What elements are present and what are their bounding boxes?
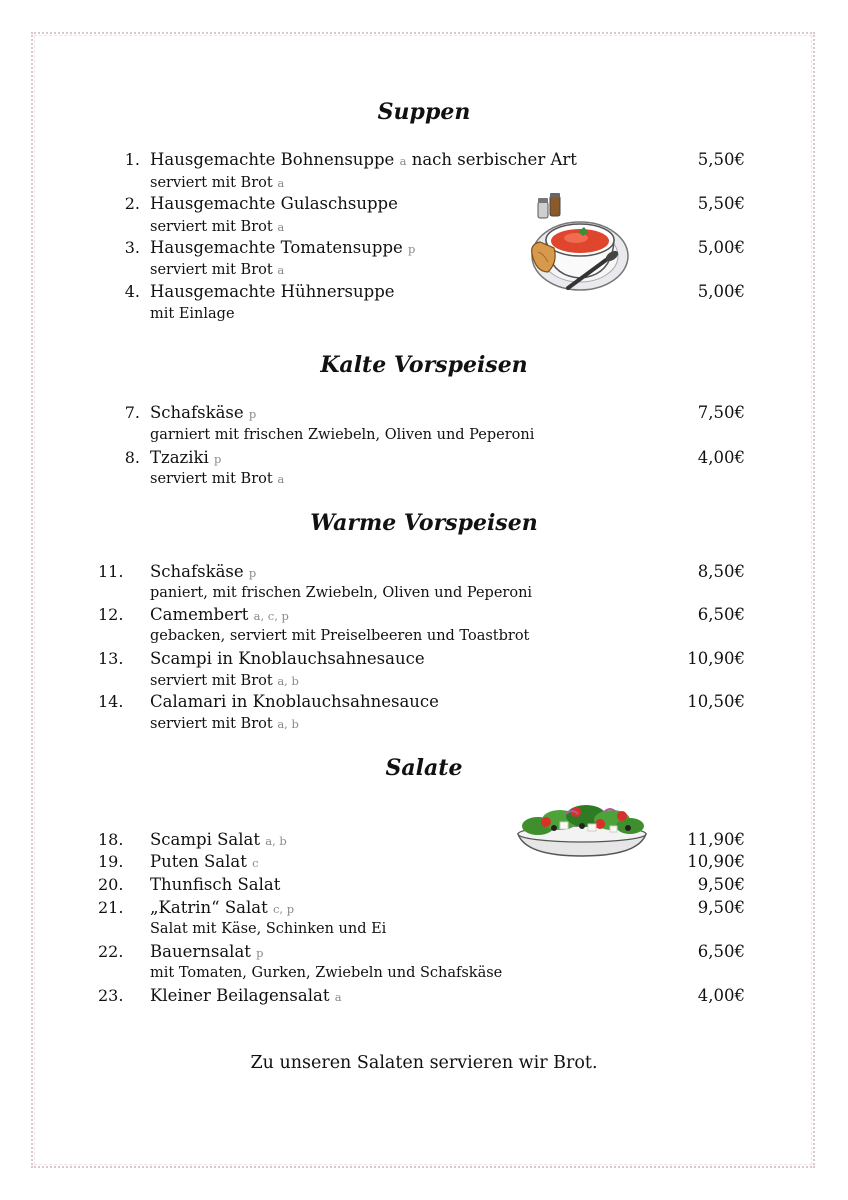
item-description: mit Tomaten, Gurken, Zwiebeln und Schafskäse — [150, 965, 503, 981]
item-price: 10,50€ — [687, 692, 745, 711]
item-description: serviert mit Brot a, b — [150, 673, 299, 689]
item-number: 18. — [98, 830, 124, 849]
menu-item — [0, 942, 848, 964]
menu-item — [0, 562, 848, 584]
allergen-code: a — [277, 220, 285, 234]
item-number: 11. — [98, 562, 124, 581]
item-number: 20. — [98, 875, 124, 894]
menu-item — [0, 238, 848, 260]
item-price: 5,50€ — [697, 194, 745, 213]
allergen-code: a, b — [265, 834, 287, 848]
item-name: Scampi Salat a, b — [150, 830, 287, 849]
item-description: paniert, mit frischen Zwiebeln, Oliven und Peperoni — [150, 585, 533, 601]
item-description: serviert mit Brot a — [150, 471, 285, 487]
item-description: gebacken, serviert mit Preiselbeeren und Toastbrot — [150, 628, 530, 644]
item-number: 23. — [98, 986, 124, 1005]
item-description: garniert mit frischen Zwiebeln, Oliven und Peperoni — [150, 427, 535, 443]
item-description: serviert mit Brot a — [150, 262, 285, 278]
section-title-suppen: Suppen — [377, 99, 471, 125]
allergen-code: a — [399, 154, 407, 168]
item-price: 6,50€ — [697, 605, 745, 624]
item-name: Hausgemachte Gulaschsuppe — [150, 194, 398, 213]
menu-item — [0, 605, 848, 627]
item-price: 10,90€ — [687, 852, 745, 871]
item-description: mit Einlage — [150, 306, 235, 322]
item-number: 1. — [124, 150, 140, 169]
allergen-code: c — [252, 856, 259, 870]
item-description: Salat mit Käse, Schinken und Ei — [150, 921, 387, 937]
allergen-code: a — [277, 472, 285, 486]
item-number: 8. — [124, 448, 140, 467]
allergen-code: a — [277, 176, 285, 190]
menu-item — [0, 692, 848, 714]
item-name: Kleiner Beilagensalat a — [150, 986, 342, 1005]
allergen-code: c, p — [272, 902, 295, 916]
item-name: Schafskäse p — [150, 562, 257, 581]
item-price: 4,00€ — [697, 448, 745, 467]
item-number: 13. — [98, 649, 124, 668]
section-title-salate: Salate — [385, 755, 463, 781]
footer-note: Zu unseren Salaten servieren wir Brot. — [250, 1053, 598, 1073]
item-name: „Katrin“ Salat c, p — [150, 898, 295, 917]
menu-item — [0, 875, 848, 897]
item-price: 5,00€ — [697, 238, 745, 257]
menu-item — [0, 403, 848, 425]
item-number: 12. — [98, 605, 124, 624]
menu-item — [0, 150, 848, 172]
item-name: Bauernsalat p — [150, 942, 264, 961]
allergen-code: a — [277, 263, 285, 277]
item-description: serviert mit Brot a, b — [150, 716, 299, 732]
allergen-code: a, c, p — [253, 609, 289, 623]
item-number: 14. — [98, 692, 124, 711]
allergen-code: a — [334, 990, 342, 1004]
item-name: Schafskäse p — [150, 403, 257, 422]
allergen-code: p — [256, 946, 264, 960]
item-number: 4. — [124, 282, 140, 301]
allergen-code: a, b — [277, 674, 299, 688]
item-number: 7. — [124, 403, 140, 422]
allergen-code: p — [248, 407, 257, 421]
item-price: 9,50€ — [697, 875, 745, 894]
menu-item — [0, 852, 848, 874]
item-price: 9,50€ — [697, 898, 745, 917]
menu-item — [0, 448, 848, 470]
item-name: Calamari in Knoblauchsahnesauce — [150, 692, 439, 711]
item-name: Hausgemachte Bohnensuppe a nach serbischer Art — [150, 150, 577, 169]
item-name: Camembert a, c, p — [150, 605, 289, 624]
item-description: serviert mit Brot a — [150, 219, 285, 235]
item-name: Hausgemachte Hühnersuppe — [150, 282, 395, 301]
item-number: 3. — [124, 238, 140, 257]
item-price: 8,50€ — [697, 562, 745, 581]
item-price: 11,90€ — [687, 830, 745, 849]
item-price: 4,00€ — [697, 986, 745, 1005]
menu-item — [0, 194, 848, 216]
soup-bowl-illustration — [524, 192, 630, 296]
allergen-code: p — [408, 242, 416, 256]
menu-item — [0, 649, 848, 671]
menu-item — [0, 898, 848, 920]
item-number: 2. — [124, 194, 140, 213]
allergen-code: p — [214, 452, 222, 466]
item-price: 6,50€ — [697, 942, 745, 961]
item-number: 19. — [98, 852, 124, 871]
item-name: Scampi in Knoblauchsahnesauce — [150, 649, 425, 668]
item-price: 10,90€ — [687, 649, 745, 668]
item-name: Hausgemachte Tomatensuppe p — [150, 238, 416, 257]
item-price: 7,50€ — [697, 403, 745, 422]
item-name: Thunfisch Salat — [150, 875, 281, 894]
menu-item — [0, 986, 848, 1008]
item-number: 21. — [98, 898, 124, 917]
menu-item — [0, 830, 848, 852]
section-title-warme-vorspeisen: Warme Vorspeisen — [310, 510, 538, 536]
menu-item — [0, 282, 848, 304]
item-name: Tzaziki p — [150, 448, 222, 467]
item-name: Puten Salat c — [150, 852, 259, 871]
item-price: 5,00€ — [697, 282, 745, 301]
allergen-code: p — [248, 566, 257, 580]
section-title-kalte-vorspeisen: Kalte Vorspeisen — [320, 352, 528, 378]
item-description: serviert mit Brot a — [150, 175, 285, 191]
item-price: 5,50€ — [697, 150, 745, 169]
allergen-code: a, b — [277, 717, 299, 731]
item-number: 22. — [98, 942, 124, 961]
